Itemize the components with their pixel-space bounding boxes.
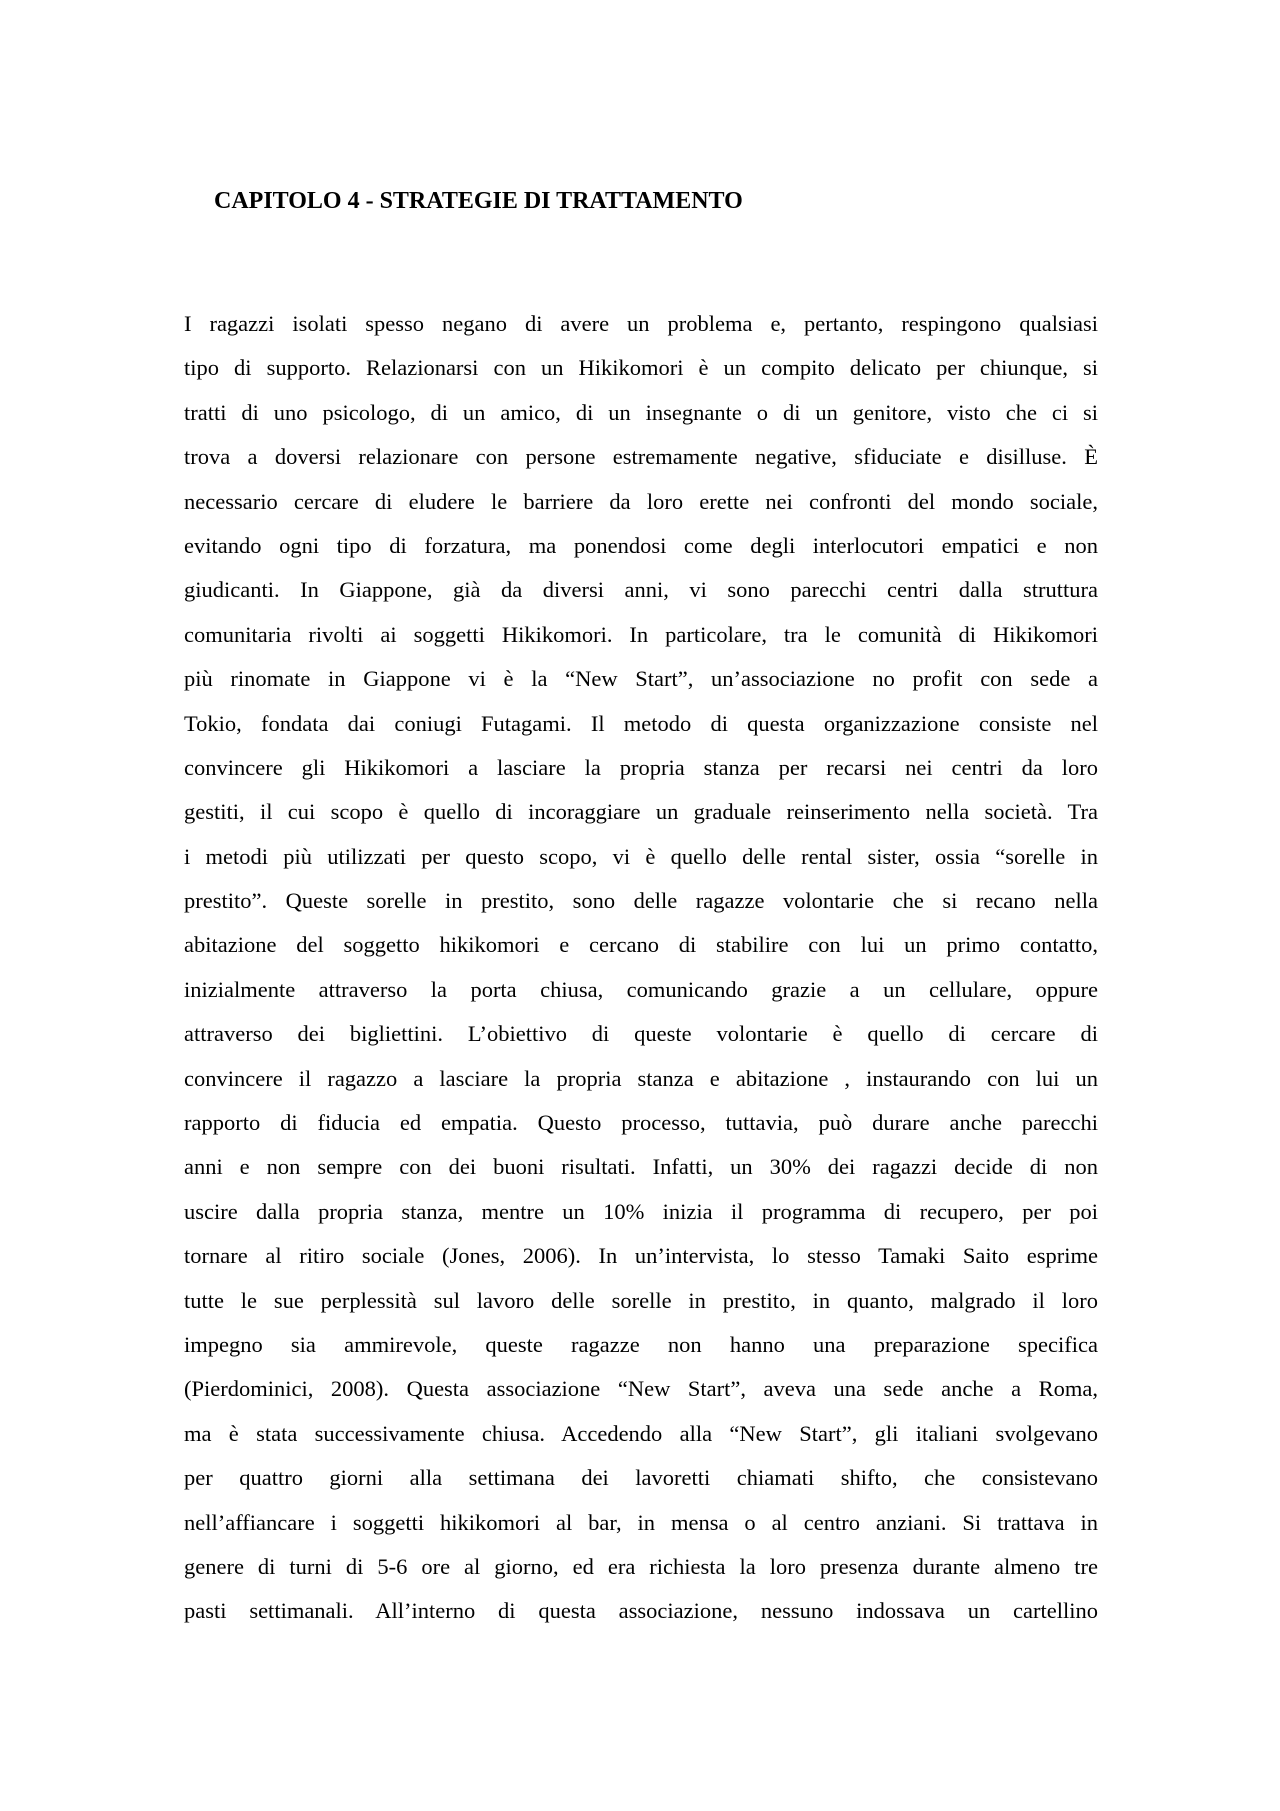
paragraph-line: giudicanti. In Giappone, già da diversi anni, vi sono parecchi centri dalla struttura xyxy=(184,577,1098,603)
body-paragraph xyxy=(184,302,1098,1634)
paragraph-line: attraverso dei bigliettini. L’obiettivo di queste volontarie è quello di cercare di xyxy=(184,1021,1098,1047)
paragraph-line: convincere il ragazzo a lasciare la propria stanza e abitazione , instaurando con lui un xyxy=(184,1065,1098,1091)
chapter-title: CAPITOLO 4 - STRATEGIE DI TRATTAMENTO xyxy=(214,188,743,214)
paragraph-line: inizialmente attraverso la porta chiusa, comunicando grazie a un cellulare, oppure xyxy=(184,976,1098,1002)
paragraph-line: uscire dalla propria stanza, mentre un 10% inizia il programma di recupero, per poi xyxy=(184,1198,1098,1224)
paragraph-line: abitazione del soggetto hikikomori e cercano di stabilire con lui un primo contatto, xyxy=(184,932,1098,958)
paragraph-line: genere di turni di 5-6 ore al giorno, ed era richiesta la loro presenza durante almeno tre xyxy=(184,1553,1098,1579)
paragraph-line: I ragazzi isolati spesso negano di avere un problema e, pertanto, respingono qualsiasi xyxy=(184,311,1098,336)
paragraph-line: gestiti, il cui scopo è quello di incoraggiare un graduale reinserimento nella società. Tra xyxy=(184,799,1098,825)
paragraph-line: evitando ogni tipo di forzatura, ma ponendosi come degli interlocutori empatici e non xyxy=(184,532,1098,558)
paragraph-line: i metodi più utilizzati per questo scopo, vi è quello delle rental sister, ossia “sorelle in xyxy=(184,843,1098,869)
paragraph-line: tipo di supporto. Relazionarsi con un Hikikomori è un compito delicato per chiunque, si xyxy=(184,355,1098,381)
paragraph-line: tutte le sue perplessità sul lavoro delle sorelle in prestito, in quanto, malgrado il loro xyxy=(184,1287,1098,1313)
paragraph-line: anni e non sempre con dei buoni risultati. Infatti, un 30% dei ragazzi decide di non xyxy=(184,1154,1098,1180)
paragraph-line: Tokio, fondata dai coniugi Futagami. Il metodo di questa organizzazione consiste nel xyxy=(184,710,1098,736)
paragraph-line: nell’affiancare i soggetti hikikomori al bar, in mensa o al centro anziani. Si trattava in xyxy=(184,1509,1098,1535)
paragraph-line: rapporto di fiducia ed empatia. Questo processo, tuttavia, può durare anche parecchi xyxy=(184,1110,1098,1136)
paragraph-line: ma è stata successivamente chiusa. Accedendo alla “New Start”, gli italiani svolgevano xyxy=(184,1420,1098,1446)
paragraph-line: prestito”. Queste sorelle in prestito, sono delle ragazze volontarie che si recano nella xyxy=(184,888,1098,914)
paragraph-line: necessario cercare di eludere le barriere da loro erette nei confronti del mondo sociale, xyxy=(184,488,1098,514)
paragraph-line: (Pierdominici, 2008). Questa associazione “New Start”, aveva una sede anche a Roma, xyxy=(184,1376,1098,1402)
paragraph-line: pasti settimanali. All’interno di questa associazione, nessuno indossava un cartellino xyxy=(184,1598,1098,1624)
paragraph-line: comunitaria rivolti ai soggetti Hikikomori. In particolare, tra le comunità di Hikikomori xyxy=(184,621,1098,647)
paragraph-line: più rinomate in Giappone vi è la “New Start”, un’associazione no profit con sede a xyxy=(184,666,1098,692)
paragraph-line: per quattro giorni alla settimana dei lavoretti chiamati shifto, che consistevano xyxy=(184,1465,1098,1491)
paragraph-line: convincere gli Hikikomori a lasciare la propria stanza per recarsi nei centri da loro xyxy=(184,754,1098,780)
paragraph-line: tornare al ritiro sociale (Jones, 2006). In un’intervista, lo stesso Tamaki Saito esprime xyxy=(184,1243,1098,1269)
paragraph-line: tratti di uno psicologo, di un amico, di un insegnante o di un genitore, visto che ci si xyxy=(184,399,1098,425)
paragraph-line: impegno sia ammirevole, queste ragazze non hanno una preparazione specifica xyxy=(184,1331,1098,1357)
paragraph-line: trova a doversi relazionare con persone estremamente negative, sfiduciate e disilluse. È xyxy=(184,444,1098,470)
